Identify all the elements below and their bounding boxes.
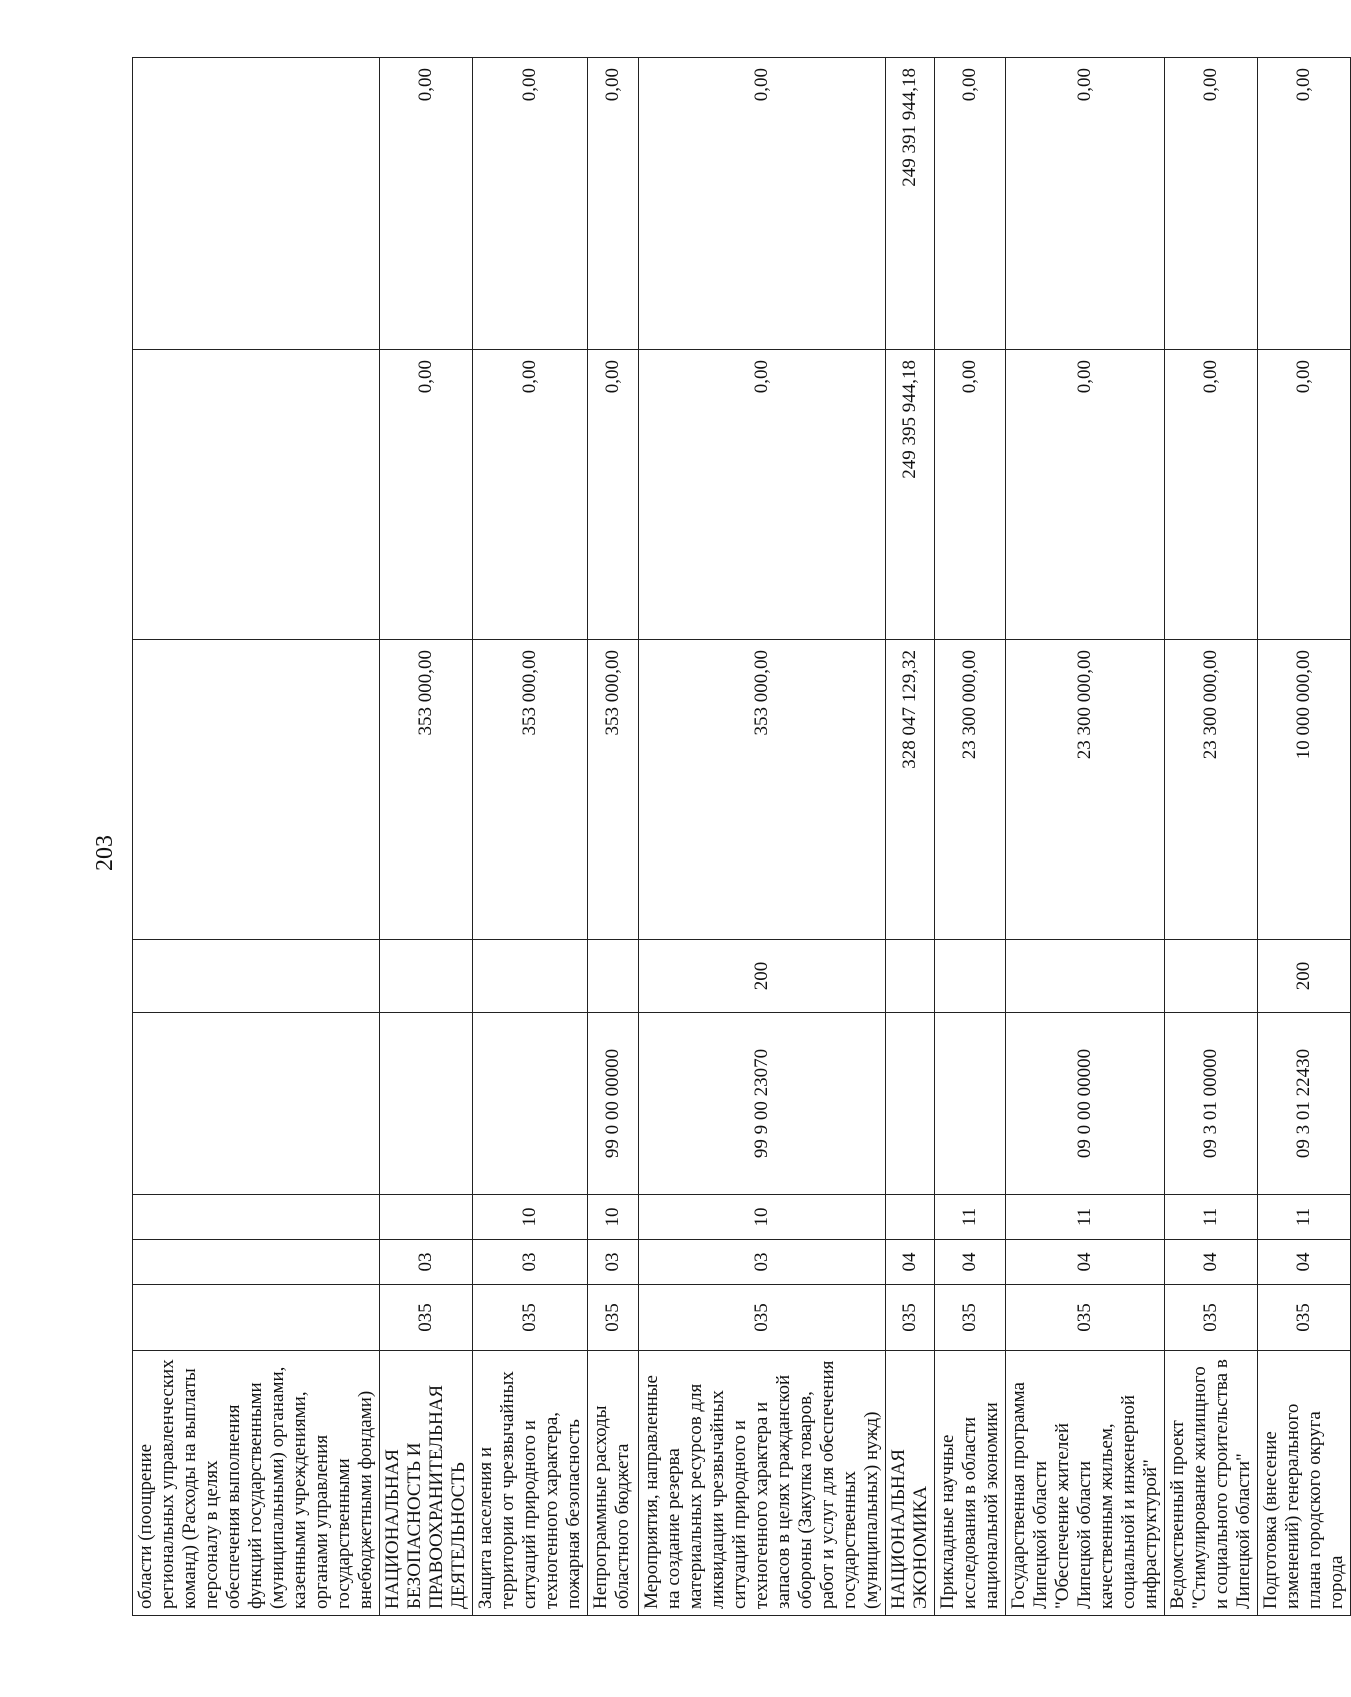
row-rz-code: 03 — [639, 1240, 886, 1285]
table-row — [935, 58, 1006, 1616]
row-pr-code: 10 — [639, 1195, 886, 1240]
row-csr-code — [133, 1013, 380, 1195]
row-sum-3: 0,00 — [588, 58, 639, 350]
table-row — [1258, 58, 1351, 1616]
table-row — [380, 58, 473, 1616]
row-sum-2 — [133, 350, 380, 640]
row-sum-2: 0,00 — [380, 350, 473, 640]
row-sum-1: 23 300 000,00 — [935, 640, 1006, 940]
row-vr-code — [1006, 940, 1165, 1013]
row-sum-1: 353 000,00 — [588, 640, 639, 940]
row-ved-code: 035 — [1258, 1285, 1351, 1351]
budget-table — [132, 57, 1351, 1616]
row-name: Ведомственный проект "Стимулирование жилищного и социального строительства в Липецкой области" — [1165, 1351, 1258, 1616]
row-vr-code — [886, 940, 935, 1013]
row-csr-code: 09 0 00 00000 — [1006, 1013, 1165, 1195]
row-sum-3: 0,00 — [1258, 58, 1351, 350]
row-sum-2: 0,00 — [935, 350, 1006, 640]
row-sum-3: 249 391 944,18 — [886, 58, 935, 350]
page-number: 203 — [92, 835, 118, 871]
table-row — [588, 58, 639, 1616]
row-pr-code: 10 — [473, 1195, 588, 1240]
row-ved-code: 035 — [935, 1285, 1006, 1351]
row-sum-3: 0,00 — [380, 58, 473, 350]
row-rz-code: 04 — [1258, 1240, 1351, 1285]
row-name: Непрограммные расходы областного бюджета — [588, 1351, 639, 1616]
row-name: НАЦИОНАЛЬНАЯ ЭКОНОМИКА — [886, 1351, 935, 1616]
row-sum-2: 0,00 — [1258, 350, 1351, 640]
row-sum-1: 353 000,00 — [473, 640, 588, 940]
row-csr-code: 99 9 00 23070 — [639, 1013, 886, 1195]
row-pr-code: 10 — [588, 1195, 639, 1240]
row-sum-2: 0,00 — [639, 350, 886, 640]
row-vr-code — [588, 940, 639, 1013]
row-name: области (поощрение региональных управленческих команд) (Расходы на выплаты персоналу в целях обеспечения выполнения функций государственными (муниципальными) органами, казенными учреждениями, органами управления государственными внебюджетными фондами) — [133, 1351, 380, 1616]
row-pr-code: 11 — [935, 1195, 1006, 1240]
row-vr-code — [380, 940, 473, 1013]
row-sum-2: 0,00 — [1006, 350, 1165, 640]
row-ved-code: 035 — [1165, 1285, 1258, 1351]
row-vr-code — [1165, 940, 1258, 1013]
table-row — [473, 58, 588, 1616]
row-ved-code: 035 — [1006, 1285, 1165, 1351]
row-sum-3 — [133, 58, 380, 350]
row-sum-1: 23 300 000,00 — [1165, 640, 1258, 940]
row-vr-code — [133, 940, 380, 1013]
row-csr-code: 99 0 00 00000 — [588, 1013, 639, 1195]
row-rz-code — [133, 1240, 380, 1285]
row-csr-code — [380, 1013, 473, 1195]
row-rz-code: 03 — [588, 1240, 639, 1285]
table-row — [886, 58, 935, 1616]
row-sum-3: 0,00 — [473, 58, 588, 350]
row-sum-1: 10 000 000,00 — [1258, 640, 1351, 940]
row-csr-code — [935, 1013, 1006, 1195]
row-sum-1: 328 047 129,32 — [886, 640, 935, 940]
row-sum-2: 0,00 — [588, 350, 639, 640]
row-sum-2: 0,00 — [473, 350, 588, 640]
row-rz-code: 04 — [1006, 1240, 1165, 1285]
row-pr-code — [380, 1195, 473, 1240]
row-rz-code: 04 — [886, 1240, 935, 1285]
budget-table-container — [132, 58, 1347, 1616]
row-ved-code: 035 — [639, 1285, 886, 1351]
row-sum-1: 23 300 000,00 — [1006, 640, 1165, 940]
row-vr-code — [935, 940, 1006, 1013]
row-rz-code: 03 — [473, 1240, 588, 1285]
row-ved-code: 035 — [473, 1285, 588, 1351]
row-ved-code — [133, 1285, 380, 1351]
row-sum-3: 0,00 — [639, 58, 886, 350]
row-sum-2: 249 395 944,18 — [886, 350, 935, 640]
table-row — [133, 58, 380, 1616]
row-name: НАЦИОНАЛЬНАЯ БЕЗОПАСНОСТЬ И ПРАВООХРАНИТЕЛЬНАЯ ДЕЯТЕЛЬНОСТЬ — [380, 1351, 473, 1616]
row-rz-code: 04 — [935, 1240, 1006, 1285]
row-rz-code: 03 — [380, 1240, 473, 1285]
table-row — [639, 58, 886, 1616]
row-pr-code — [886, 1195, 935, 1240]
row-sum-1: 353 000,00 — [380, 640, 473, 940]
row-csr-code — [886, 1013, 935, 1195]
row-sum-3: 0,00 — [1006, 58, 1165, 350]
row-name: Мероприятия, направленные на создание резерва материальных ресурсов для ликвидации чрезвычайных ситуаций природного и техногенного характера и запасов в целях гражданской обороны (Закупка товаров, работ и услуг для обеспечения государственных (муниципальных) нужд) — [639, 1351, 886, 1616]
row-sum-1 — [133, 640, 380, 940]
row-csr-code: 09 3 01 00000 — [1165, 1013, 1258, 1195]
row-ved-code: 035 — [588, 1285, 639, 1351]
row-vr-code: 200 — [1258, 940, 1351, 1013]
table-row — [1006, 58, 1165, 1616]
row-vr-code — [473, 940, 588, 1013]
row-ved-code: 035 — [886, 1285, 935, 1351]
row-sum-1: 353 000,00 — [639, 640, 886, 940]
row-sum-3: 0,00 — [1165, 58, 1258, 350]
row-vr-code: 200 — [639, 940, 886, 1013]
row-pr-code — [133, 1195, 380, 1240]
row-name: Прикладные научные исследования в области национальной экономики — [935, 1351, 1006, 1616]
row-sum-3: 0,00 — [935, 58, 1006, 350]
row-csr-code — [473, 1013, 588, 1195]
row-pr-code: 11 — [1165, 1195, 1258, 1240]
row-ved-code: 035 — [380, 1285, 473, 1351]
row-pr-code: 11 — [1006, 1195, 1165, 1240]
row-name: Подготовка (внесение изменений) генерального плана городского округа города — [1258, 1351, 1351, 1616]
row-csr-code: 09 3 01 22430 — [1258, 1013, 1351, 1195]
row-name: Государственная программа Липецкой области "Обеспечение жителей Липецкой области качественным жильем, социальной и инженерной инфраструктурой" — [1006, 1351, 1165, 1616]
row-name: Защита населения и территории от чрезвычайных ситуаций природного и техногенного характера, пожарная безопасность — [473, 1351, 588, 1616]
table-row — [1165, 58, 1258, 1616]
row-pr-code: 11 — [1258, 1195, 1351, 1240]
row-rz-code: 04 — [1165, 1240, 1258, 1285]
row-sum-2: 0,00 — [1165, 350, 1258, 640]
